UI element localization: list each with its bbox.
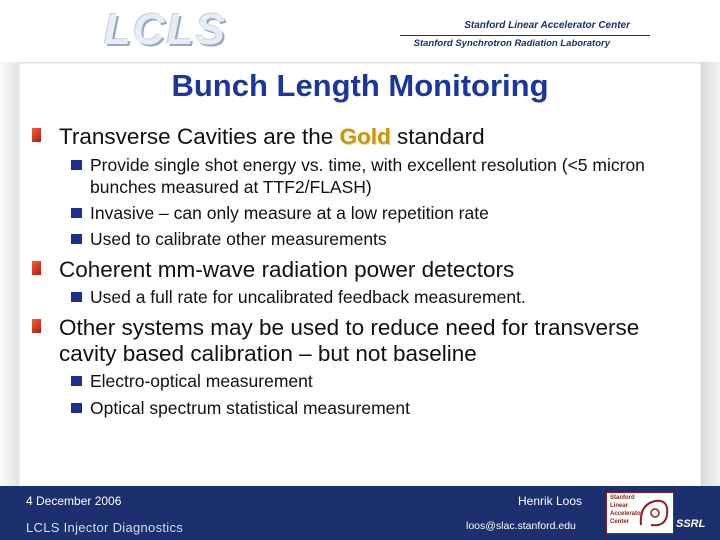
sub-bullet-square-icon [71,292,82,302]
sub-bullet-text: Used to calibrate other measurements [90,229,387,249]
right-shadow [700,62,720,492]
org-line-2: Stanford Synchrotron Radiation Laboratory [413,38,610,49]
sub-bullet-3-2 [90,397,410,419]
bullet-square-icon [32,128,41,142]
sub-bullet-square-icon [71,208,82,218]
slac-logo-line: Accelerator [610,511,644,517]
sub-bullet-2-1 [90,286,526,308]
bullet-square-icon [32,319,41,333]
slac-logo-line: Linear [610,503,629,509]
slac-logo [606,492,674,534]
sub-bullet-text: Optical spectrum statistical measurement [90,398,410,418]
sub-bullet-text: Electro-optical measurement [90,371,313,391]
sub-bullet-text: Provide single shot energy vs. time, with excellent resolution (<5 micron bunches measured at TTF2/FLASH) [90,155,645,197]
ssrl-logo: SSRL [676,518,706,530]
bullet-1-text-end: standard [390,124,485,149]
bullet-square-icon [32,261,41,275]
bullet-3 [59,315,689,367]
lcls-logo [104,6,227,54]
bullet-3-text: Other systems may be used to reduce need for transverse cavity based calibration – but not baseline [59,315,640,366]
footer-date: 4 December 2006 [26,494,122,508]
sub-bullet-1-2 [90,202,489,224]
header-rule [400,35,650,36]
slac-logo-line: Center [610,519,630,525]
left-shadow [0,62,19,492]
sub-bullet-square-icon [71,234,82,244]
sub-bullet-text: Invasive – can only measure at a low repetition rate [90,203,489,223]
sub-bullet-1-1 [90,154,670,198]
footer-email: loos@slac.stanford.edu [466,520,576,532]
sub-bullet-square-icon [71,403,82,413]
slide-title: Bunch Length Monitoring [171,68,549,103]
sub-bullet-square-icon [71,376,82,386]
lcls-logo-text: LCLS [104,5,227,54]
sub-bullet-3-1 [90,370,313,392]
sub-bullet-square-icon [71,160,82,170]
slac-logo-line: Stanford [610,495,635,501]
bullet-2 [59,257,514,283]
accelerator-ring-icon [637,495,671,531]
footer-course: LCLS Injector Diagnostics [26,520,184,535]
sub-bullet-1-3 [90,228,387,250]
sub-bullet-text: Used a full rate for uncalibrated feedback measurement. [90,287,526,307]
bullet-1 [59,124,485,150]
bullet-1-highlight: Gold [339,124,391,149]
bullet-1-text: Transverse Cavities are the [59,124,340,149]
org-line-1: Stanford Linear Accelerator Center [464,20,630,31]
bullet-2-text: Coherent mm-wave radiation power detectors [59,257,515,282]
footer-author: Henrik Loos [518,494,583,508]
